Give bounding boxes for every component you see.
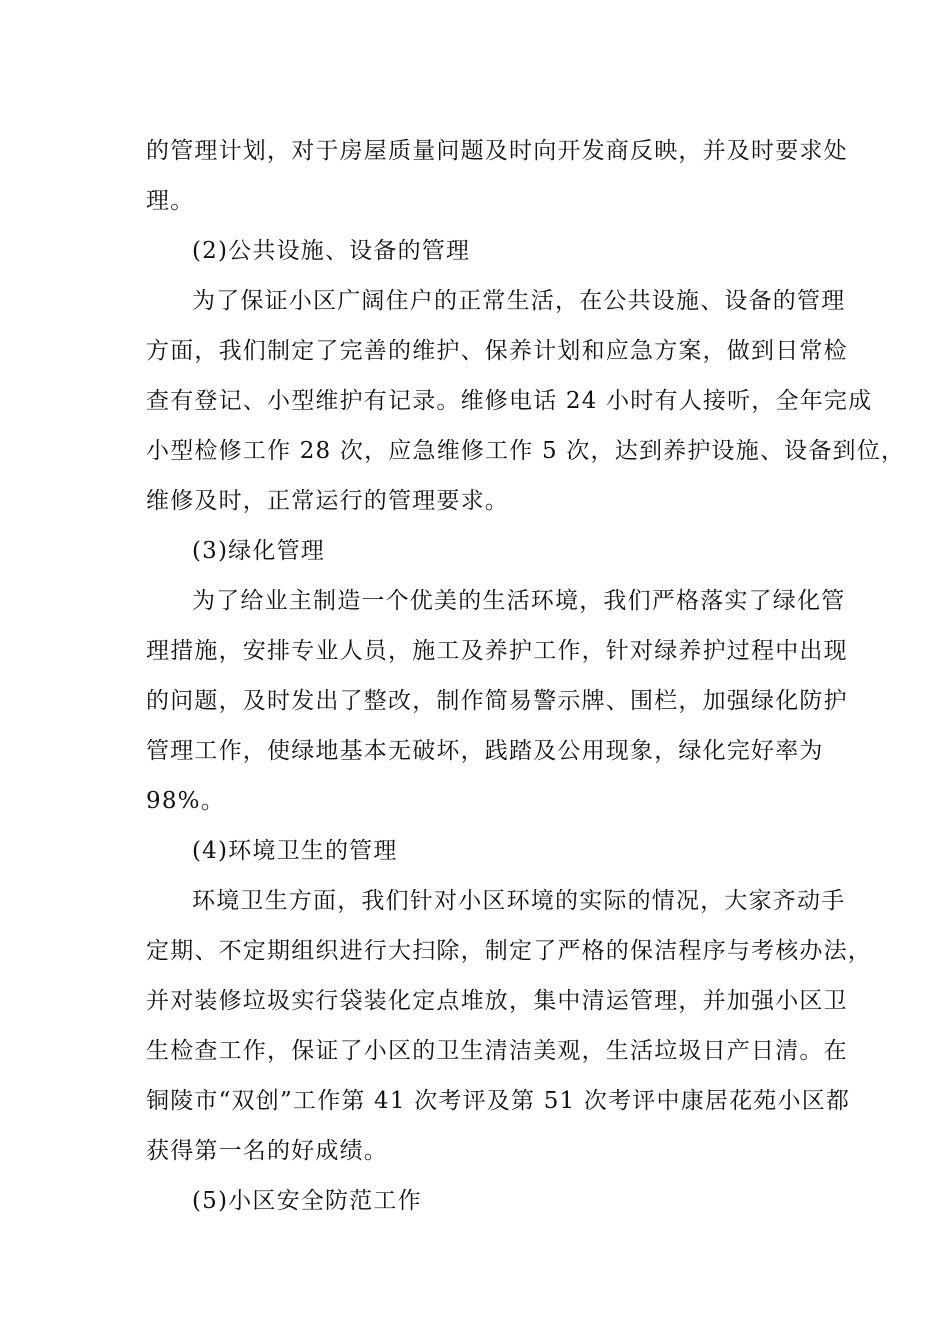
text-line: 理措施，安排专业人员，施工及养护工作，针对绿养护过程中出现 bbox=[146, 638, 848, 664]
section-heading: (3)绿化管理 bbox=[192, 538, 325, 564]
text-line: 的管理计划，对于房屋质量问题及时向开发商反映，并及时要求处 bbox=[146, 138, 848, 164]
text-line: 的问题，及时发出了整改，制作简易警示牌、围栏，加强绿化防护 bbox=[146, 688, 848, 714]
text-line: 小型检修工作 28 次，应急维修工作 5 次，达到养护设施、设备到位， bbox=[146, 438, 906, 464]
section-heading: (4)环境卫生的管理 bbox=[192, 838, 398, 864]
section-heading: (2)公共设施、设备的管理 bbox=[192, 238, 471, 264]
text-line: 铜陵市“双创”工作第 41 次考评及第 51 次考评中康居花苑小区都 bbox=[146, 1088, 851, 1114]
text-line: 理。 bbox=[146, 188, 195, 214]
text-line: 获得第一名的好成绩。 bbox=[146, 1138, 388, 1164]
text-line: 定期、不定期组织进行大扫除，制定了严格的保洁程序与考核办法， bbox=[146, 938, 872, 964]
text-line: 方面，我们制定了完善的维护、保养计划和应急方案，做到日常检 bbox=[146, 338, 848, 364]
text-line: 维修及时，正常运行的管理要求。 bbox=[146, 488, 509, 514]
text-line: 管理工作，使绿地基本无破坏，践踏及公用现象，绿化完好率为 bbox=[146, 738, 824, 764]
section-heading: (5)小区安全防范工作 bbox=[192, 1188, 422, 1214]
text-line: 为了给业主制造一个优美的生活环境，我们严格落实了绿化管 bbox=[192, 588, 846, 614]
text-line: 环境卫生方面，我们针对小区环境的实际的情况，大家齐动手 bbox=[192, 888, 846, 914]
text-line: 查有登记、小型维护有记录。维修电话 24 小时有人接听，全年完成 bbox=[146, 388, 873, 414]
text-line: 并对装修垃圾实行袋装化定点堆放，集中清运管理，并加强小区卫 bbox=[146, 988, 848, 1014]
text-line: 生检查工作，保证了小区的卫生清洁美观，生活垃圾日产日清。在 bbox=[146, 1038, 848, 1064]
text-line: 为了保证小区广阔住户的正常生活，在公共设施、设备的管理 bbox=[192, 288, 846, 314]
text-line: 98%。 bbox=[146, 788, 225, 814]
